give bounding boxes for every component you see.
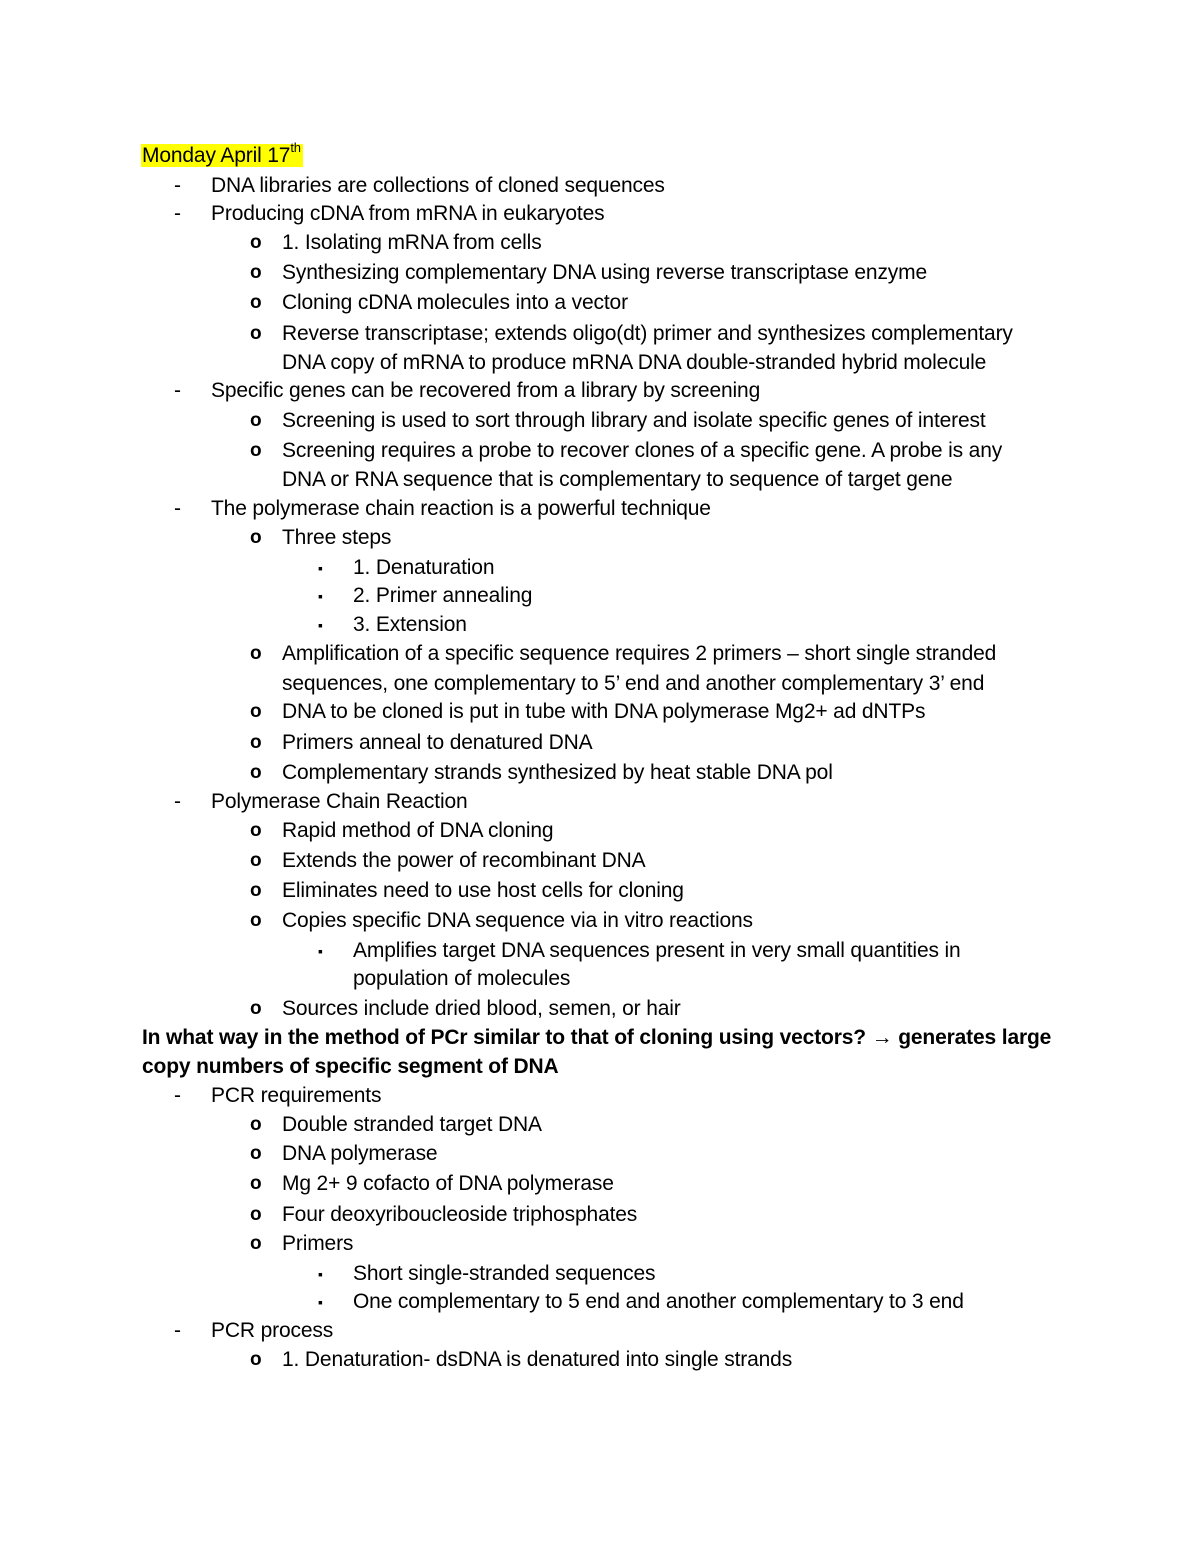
square-bullet: ▪ xyxy=(318,617,323,633)
circle-bullet: o xyxy=(250,850,262,871)
list-item: Amplification of a specific sequence requires 2 primers – short single stranded xyxy=(282,642,997,665)
list-item: 2. Primer annealing xyxy=(353,584,533,607)
list-item: DNA to be cloned is put in tube with DNA polymerase Mg2+ ad dNTPs xyxy=(282,700,926,723)
dash-bullet: - xyxy=(174,497,181,520)
dash-bullet: - xyxy=(174,379,181,402)
circle-bullet: o xyxy=(250,292,262,313)
dash-bullet: - xyxy=(174,1084,181,1107)
answer-continuation: copy numbers of specific segment of DNA xyxy=(142,1055,559,1078)
arrow-icon: → xyxy=(871,1026,893,1049)
dash-bullet: - xyxy=(174,1319,181,1342)
circle-bullet: o xyxy=(250,1204,262,1225)
list-item: Mg 2+ 9 cofacto of DNA polymerase xyxy=(282,1172,614,1195)
circle-bullet: o xyxy=(250,1173,262,1194)
circle-bullet: o xyxy=(250,732,262,753)
list-item: Primers xyxy=(282,1232,354,1255)
square-bullet: ▪ xyxy=(318,943,323,959)
list-item: Copies specific DNA sequence via in vitro reactions xyxy=(282,909,753,932)
circle-bullet: o xyxy=(250,998,262,1019)
circle-bullet: o xyxy=(250,762,262,783)
list-item: DNA libraries are collections of cloned sequences xyxy=(211,174,665,197)
question-line xyxy=(142,1025,1051,1051)
list-item: Extends the power of recombinant DNA xyxy=(282,849,646,872)
list-item-continuation: sequences, one complementary to 5’ end and another complementary 3’ end xyxy=(282,672,985,695)
list-item: 1. Isolating mRNA from cells xyxy=(282,231,542,254)
list-item: The polymerase chain reaction is a powerful technique xyxy=(211,497,711,520)
list-item: Four deoxyriboucleoside triphosphates xyxy=(282,1203,638,1226)
circle-bullet: o xyxy=(250,910,262,931)
list-item-continuation: DNA copy of mRNA to produce mRNA DNA double-stranded hybrid molecule xyxy=(282,351,987,374)
square-bullet: ▪ xyxy=(318,588,323,604)
list-item: 1. Denaturation- dsDNA is denatured into single strands xyxy=(282,1348,793,1371)
list-item: Complementary strands synthesized by heat stable DNA pol xyxy=(282,761,833,784)
question-text: In what way in the method of PCr similar to that of cloning using vectors? xyxy=(142,1026,866,1049)
list-item: Primers anneal to denatured DNA xyxy=(282,731,593,754)
circle-bullet: o xyxy=(250,880,262,901)
circle-bullet: o xyxy=(250,1233,262,1254)
page-title xyxy=(142,140,303,169)
list-item: PCR requirements xyxy=(211,1084,382,1107)
list-item: Sources include dried blood, semen, or hair xyxy=(282,997,681,1020)
circle-bullet: o xyxy=(250,701,262,722)
list-item-continuation: DNA or RNA sequence that is complementary to sequence of target gene xyxy=(282,468,953,491)
square-bullet: ▪ xyxy=(318,560,323,576)
list-item: 1. Denaturation xyxy=(353,556,495,579)
circle-bullet: o xyxy=(250,323,262,344)
circle-bullet: o xyxy=(250,232,262,253)
list-item: Amplifies target DNA sequences present in very small quantities in xyxy=(353,939,961,962)
dash-bullet: - xyxy=(174,790,181,813)
dash-bullet: - xyxy=(174,174,181,197)
list-item: DNA polymerase xyxy=(282,1142,438,1165)
circle-bullet: o xyxy=(250,410,262,431)
list-item: Rapid method of DNA cloning xyxy=(282,819,554,842)
circle-bullet: o xyxy=(250,440,262,461)
title-highlight: Monday April 17th xyxy=(142,140,301,167)
list-item: Screening is used to sort through library and isolate specific genes of interest xyxy=(282,409,986,432)
list-item-continuation: population of molecules xyxy=(353,967,571,990)
list-item: Producing cDNA from mRNA in eukaryotes xyxy=(211,202,605,225)
list-item: Specific genes can be recovered from a library by screening xyxy=(211,379,761,402)
square-bullet: ▪ xyxy=(318,1266,323,1282)
circle-bullet: o xyxy=(250,643,262,664)
dash-bullet: - xyxy=(174,202,181,225)
list-item: 3. Extension xyxy=(353,613,467,636)
list-item: Double stranded target DNA xyxy=(282,1113,542,1136)
circle-bullet: o xyxy=(250,1349,262,1370)
list-item: Cloning cDNA molecules into a vector xyxy=(282,291,628,314)
circle-bullet: o xyxy=(250,527,262,548)
list-item: Short single-stranded sequences xyxy=(353,1262,656,1285)
circle-bullet: o xyxy=(250,820,262,841)
list-item: PCR process xyxy=(211,1319,334,1342)
list-item: One complementary to 5 end and another complementary to 3 end xyxy=(353,1290,964,1313)
circle-bullet: o xyxy=(250,1143,262,1164)
list-item: Reverse transcriptase; extends oligo(dt) primer and synthesizes complementary xyxy=(282,322,1013,345)
list-item: Screening requires a probe to recover clones of a specific gene. A probe is any xyxy=(282,439,1003,462)
square-bullet: ▪ xyxy=(318,1294,323,1310)
answer-text: generates large xyxy=(898,1026,1052,1049)
list-item: Polymerase Chain Reaction xyxy=(211,790,468,813)
list-item: Eliminates need to use host cells for cloning xyxy=(282,879,684,902)
circle-bullet: o xyxy=(250,1114,262,1135)
list-item: Synthesizing complementary DNA using reverse transcriptase enzyme xyxy=(282,261,928,284)
circle-bullet: o xyxy=(250,262,262,283)
list-item: Three steps xyxy=(282,526,392,549)
